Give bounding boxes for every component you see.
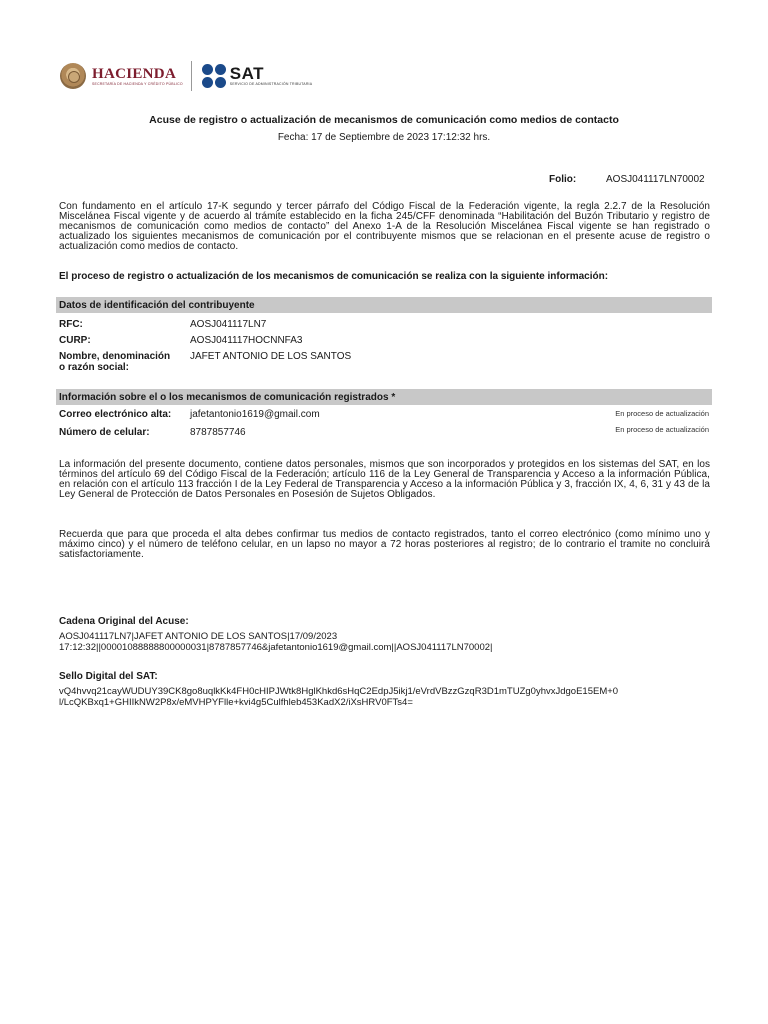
name-label-line1: Nombre, denominación [59,351,171,362]
sello-line1: vQ4hvvq21cayWUDUY39CK8go8uqlkKk4FH0cHIPJWtk8HglKhkd6sHqC2EdpJ5ikj1/eVrdVBzzGzqR3D1mTUZg0yhvxJdgoE15EM+0 [59,686,619,697]
curp-value: AOSJ041117HOCNNFA3 [190,335,303,346]
email-status: En proceso de actualización [615,409,709,418]
phone-label: Número de celular: [59,427,150,438]
sat-logo [202,64,312,88]
document-date: Fecha: 17 de Septiembre de 2023 17:12:32 hrs. [277,132,491,143]
sello-label: Sello Digital del SAT: [59,671,158,682]
header-logos [60,58,312,94]
hacienda-logo [60,63,183,89]
sat-subtitle: SERVICIO DE ADMINISTRACIÓN TRIBUTARIA [229,82,313,86]
curp-label: CURP: [59,335,91,346]
phone-status: En proceso de actualización [615,425,709,434]
name-label-line2: o razón social: [59,362,130,373]
privacy-paragraph: La información del presente documento, contiene datos personales, mismos que son incorporados y protegidos en los sistemas del SAT, en los términos del artículo 69 del Código Fiscal de la Federación; artículo 116 de la Ley General de Transparencia y Acceso a la información Pública, en relación con el artículo 113 fracción I de la Ley Federal de Transparencia y Acceso a la información Pública y 3, fracción IX, 4, 6, 31 y 43 de la Ley General de Protección de Datos Personales en Posesión de Sujetos Obligados. [59,459,710,500]
cadena-line2: 17:12:32||00001088888800000031|8787857746&jafetantonio1619@gmail.com||AOSJ041117LN70002| [59,642,493,653]
legal-basis-paragraph: Con fundamento en el artículo 17-K segundo y tercer párrafo del Código Fiscal de la Federación vigente, la regla 2.2.7 de la Resolución Miscelánea Fiscal vigente y de acuerdo al trámite establecido en la ficha 245/CFF denominada “Habilitación del Buzón Tributario y registro de mecanismos de comunicación como medios de contacto” del Anexo 1-A de la Resolución Miscelánea Fiscal vigente se han registrado o actualizado los siguientes mecanismos de comunicación por el contribuyente mismos que se relacionan en el presente acuse de registro o actualización como medios de contacto. [59,201,710,252]
name-value: JAFET ANTONIO DE LOS SANTOS [190,351,352,362]
contact-section-header: Información sobre el o los mecanismos de comunicación registrados * [56,389,712,405]
national-seal-icon [60,63,86,89]
email-value: jafetantonio1619@gmail.com [190,409,320,420]
phone-value: 8787857746 [190,427,246,438]
sat-mark-icon [202,64,226,88]
rfc-label: RFC: [59,319,83,330]
taxpayer-section-header: Datos de identificación del contribuyente [56,297,712,313]
folio-value: AOSJ041117LN70002 [606,174,705,185]
process-subheading: El proceso de registro o actualización de los mecanismos de comunicación se realiza con la siguiente información: [59,271,609,282]
rfc-value: AOSJ041117LN7 [190,319,267,330]
logo-divider [191,61,192,91]
sello-line2: l/LcQKBxq1+GHIIkNW2P8x/eMVHPYFlle+kvi4g5Culfhleb453KadX2/iXsHRV0FTs4= [59,697,413,708]
hacienda-subtitle: SECRETARÍA DE HACIENDA Y CRÉDITO PÚBLICO [92,81,183,86]
cadena-line1: AOSJ041117LN7|JAFET ANTONIO DE LOS SANTOS|17/09/2023 [59,631,338,642]
email-label: Correo electrónico alta: [59,409,172,420]
cadena-label: Cadena Original del Acuse: [59,616,189,627]
sat-name: SAT [229,64,265,83]
hacienda-name: HACIENDA [92,65,177,82]
document-title: Acuse de registro o actualización de mecanismos de comunicación como medios de contacto [149,114,619,126]
confirmation-paragraph: Recuerda que para que proceda el alta debes confirmar tus medios de contacto registrados, tanto el correo electrónico (como mínimo uno y máximo cinco) y el número de teléfono celular, en un lapso no mayor a 72 horas posteriores al registro; de lo contrario el tramite no concluirá satisfactoriamente. [59,529,710,560]
folio-label: Folio: [549,174,577,185]
